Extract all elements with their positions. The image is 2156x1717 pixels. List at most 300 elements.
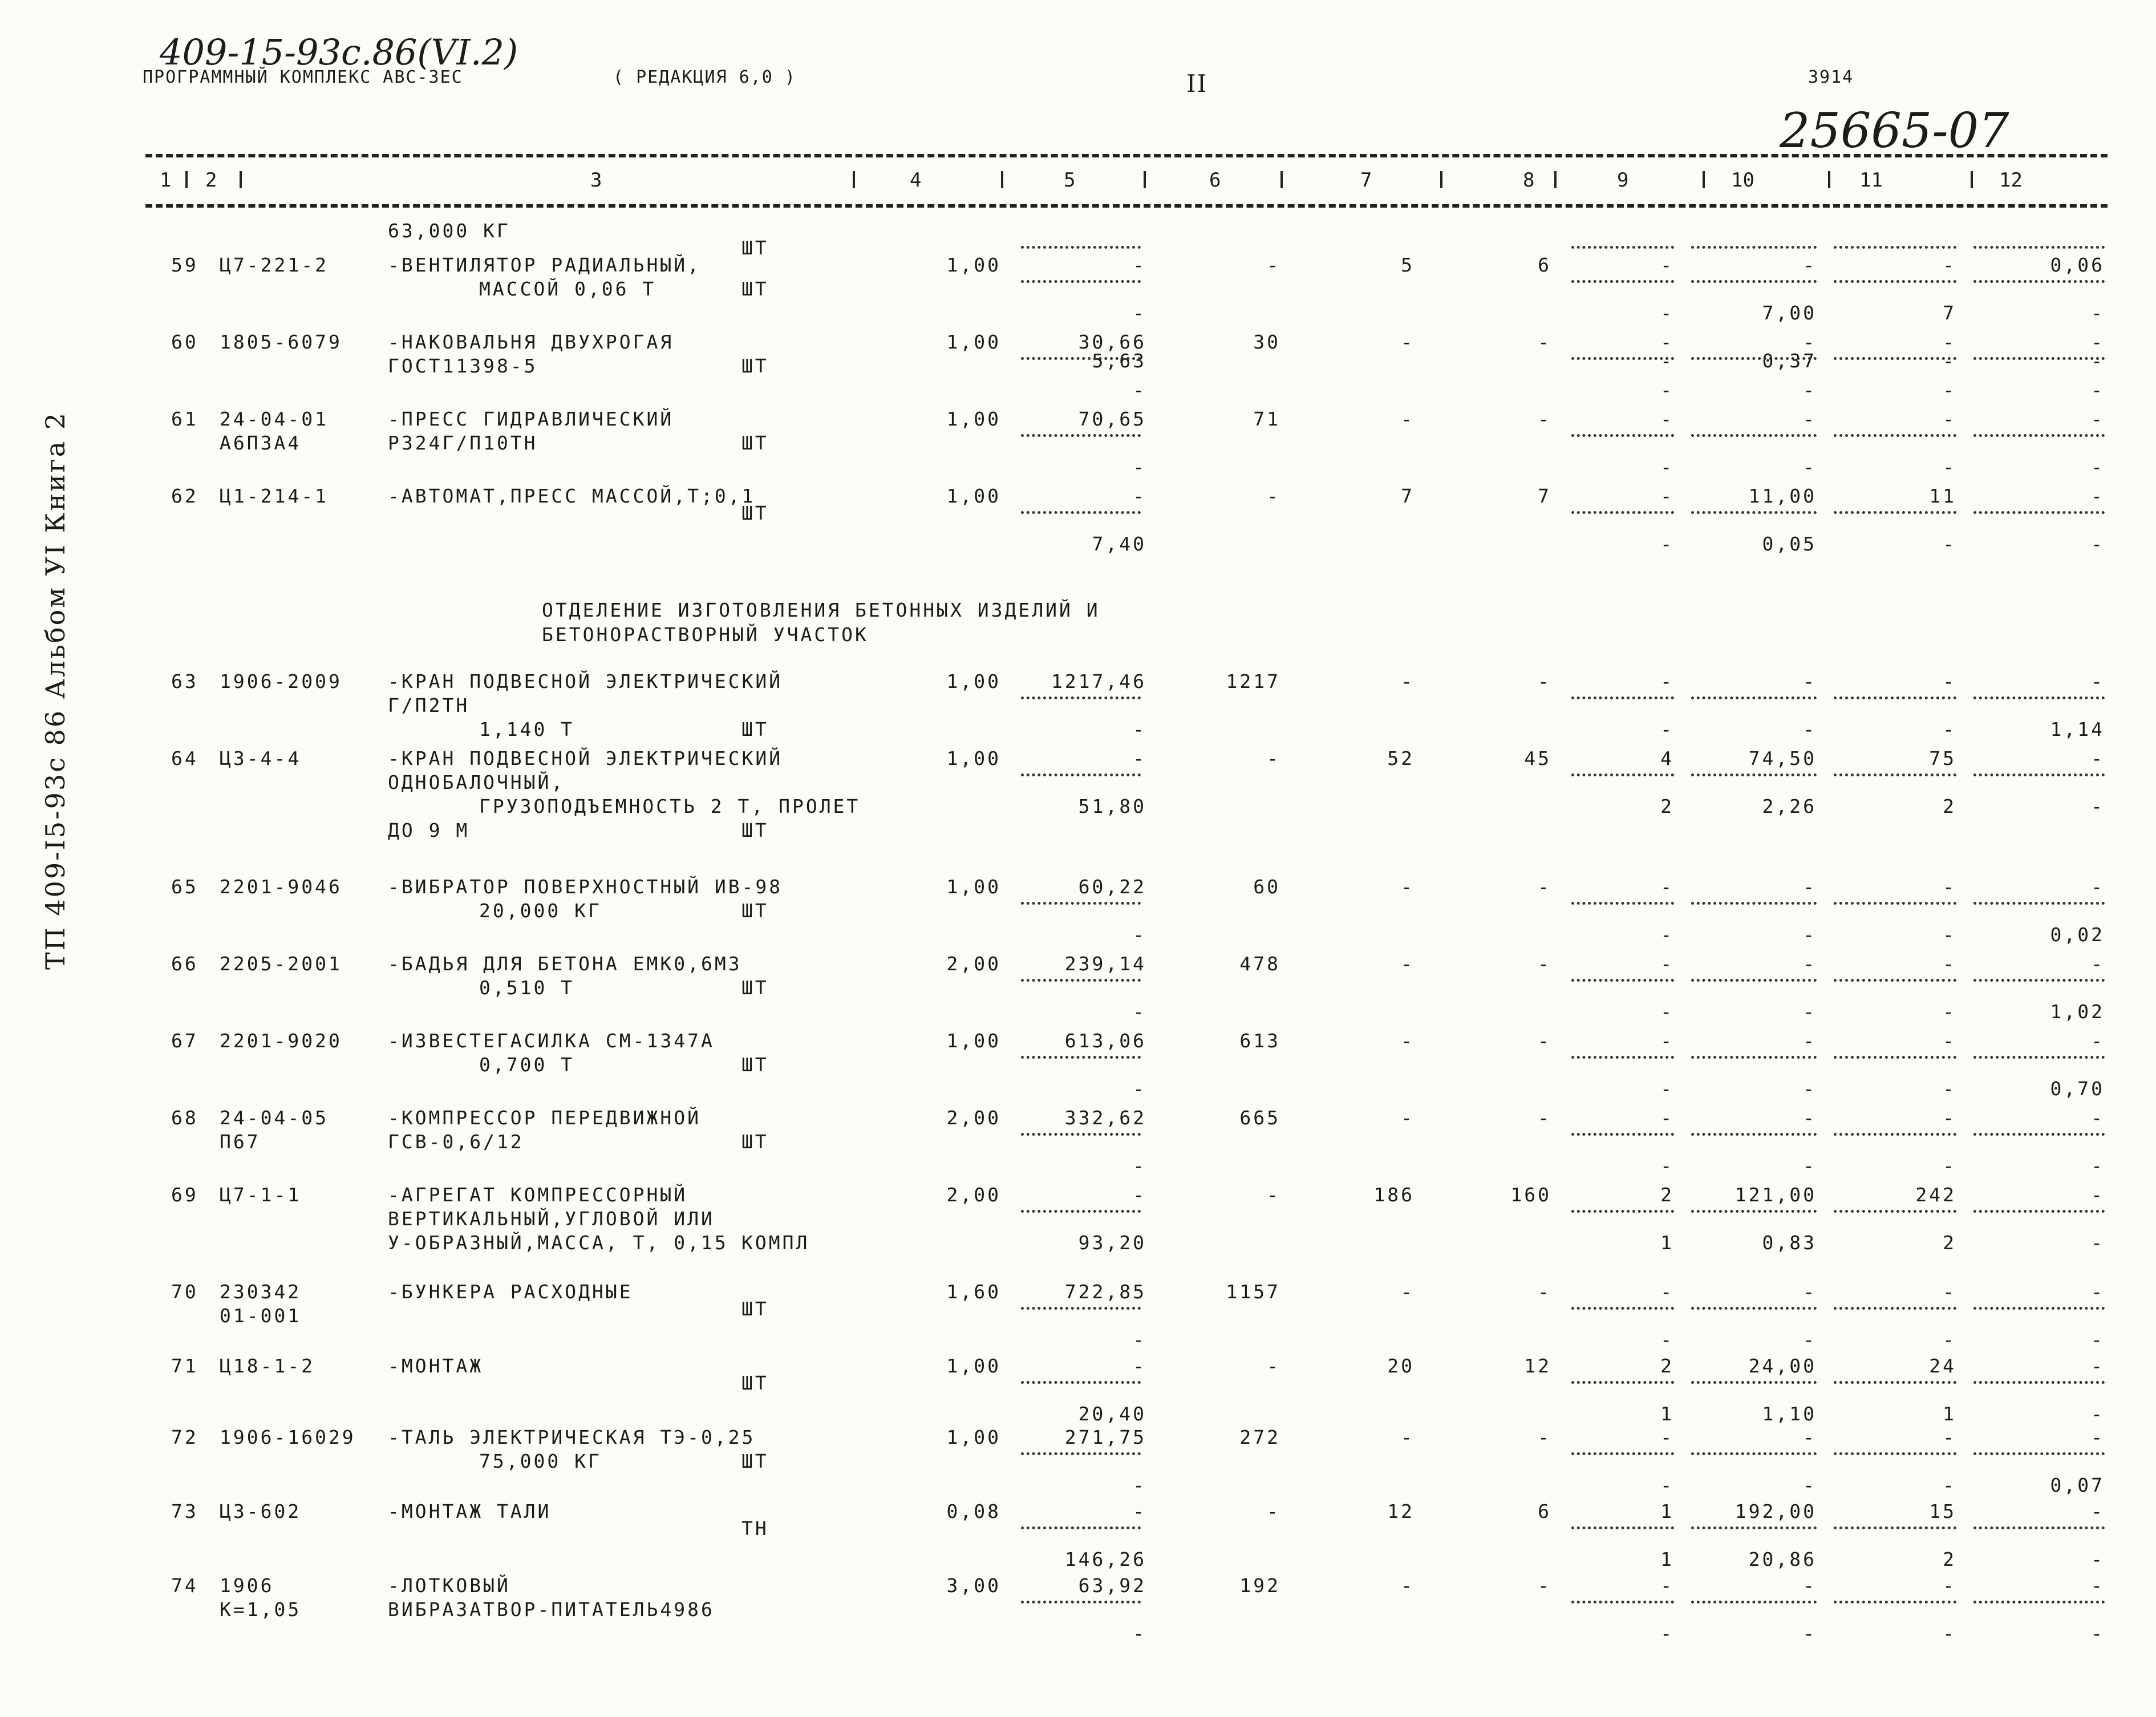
row-c12-value: - xyxy=(2091,379,2105,401)
row-unit: ШТ xyxy=(741,977,769,999)
row-unit: КОМПЛ xyxy=(741,1232,810,1254)
row-c10-value: - xyxy=(1803,379,1817,401)
dotted-separator xyxy=(1691,1133,1817,1136)
row-c9-value: - xyxy=(1660,1574,1674,1597)
row-col6-value: 272 xyxy=(1239,1426,1280,1448)
row-c11-value: - xyxy=(1943,1622,1956,1645)
row-unit: ШТ xyxy=(741,718,769,740)
row-code: 24-04-05 xyxy=(220,1107,329,1129)
row-c12-value: - xyxy=(2091,1403,2105,1425)
row-quantity: 1,00 xyxy=(946,408,1001,430)
row-col8-value: - xyxy=(1538,1030,1551,1052)
row-description: 63,000 КГ xyxy=(388,220,510,242)
dotted-separator xyxy=(1973,511,2105,514)
row-c11-value: 2 xyxy=(1943,795,1956,817)
row-number: 74 xyxy=(171,1574,198,1597)
row-col8-value: - xyxy=(1538,1574,1551,1597)
dotted-separator xyxy=(1021,511,1141,514)
row-quantity: 1,00 xyxy=(946,254,1001,276)
row-col5-value: 20,40 xyxy=(1078,1403,1146,1425)
row-unit: ШТ xyxy=(741,355,769,377)
row-description: МАССОЙ 0,06 Т xyxy=(479,278,656,300)
dotted-separator xyxy=(1571,902,1674,905)
row-code: 1805-6079 xyxy=(220,331,342,353)
row-c10-value: - xyxy=(1803,1574,1817,1597)
column-separator xyxy=(1703,171,1705,188)
row-code: 2201-9046 xyxy=(220,876,342,898)
dotted-separator xyxy=(1834,696,1956,699)
row-c12-value: - xyxy=(2091,1107,2105,1129)
column-number: 3 xyxy=(590,169,602,192)
row-c12-value: 0,07 xyxy=(2050,1474,2105,1496)
row-col5-value: 93,20 xyxy=(1078,1232,1146,1254)
row-code: Ц7-1-1 xyxy=(220,1184,302,1206)
dotted-separator xyxy=(1834,1307,1956,1310)
row-description: -БАДЬЯ ДЛЯ БЕТОНА ЕМК0,6М3 xyxy=(388,953,742,975)
row-c10-value: 20,86 xyxy=(1748,1548,1817,1570)
row-col5-value: 271,75 xyxy=(1064,1426,1146,1448)
row-number: 70 xyxy=(171,1281,198,1303)
row-c9-value: - xyxy=(1660,456,1674,478)
row-unit: ТН xyxy=(741,1517,769,1540)
row-c11-value: 24 xyxy=(1929,1355,1956,1377)
row-col6-value: - xyxy=(1267,1500,1280,1522)
dotted-separator xyxy=(1973,696,2105,699)
dotted-separator xyxy=(1571,511,1674,514)
row-c12-value: - xyxy=(2091,1329,2105,1351)
row-c11-value: 15 xyxy=(1929,1500,1956,1522)
row-description: -АГРЕГАТ КОМПРЕССОРНЫЙ xyxy=(388,1184,688,1206)
dotted-separator xyxy=(1571,774,1674,776)
row-col7-value: 7 xyxy=(1401,485,1415,507)
row-c12-value: - xyxy=(2091,302,2105,324)
row-col8-value: - xyxy=(1538,1426,1551,1448)
row-col6-value: 665 xyxy=(1239,1107,1280,1129)
row-col8-value: 12 xyxy=(1524,1355,1551,1377)
row-col8-value: 7 xyxy=(1538,485,1551,507)
row-col6-value: - xyxy=(1267,747,1280,770)
row-col5-value: 146,26 xyxy=(1064,1548,1146,1570)
row-c9-value: - xyxy=(1660,670,1674,693)
row-col7-value: 12 xyxy=(1387,1500,1415,1522)
row-col5-value: - xyxy=(1133,1155,1146,1177)
row-c12-value: - xyxy=(2091,747,2105,770)
row-c9-value: 1 xyxy=(1660,1548,1674,1570)
row-unit: ШТ xyxy=(741,502,769,524)
row-c9-value: - xyxy=(1660,924,1674,946)
row-unit: ШТ xyxy=(741,278,769,300)
row-c9-value: 4 xyxy=(1660,747,1674,770)
dotted-separator xyxy=(1691,1210,1817,1213)
sidebar-label: ТП 409-I5-93с 86 Альбом УI Книга 2 xyxy=(40,411,71,970)
row-c11-value: - xyxy=(1943,1474,1956,1496)
dotted-separator xyxy=(1973,357,2105,360)
row-c12-value: - xyxy=(2091,1574,2105,1597)
row-col5-value: - xyxy=(1133,379,1146,401)
row-unit: ШТ xyxy=(741,1372,769,1394)
row-col7-value: - xyxy=(1401,1426,1415,1448)
row-c11-value: - xyxy=(1943,1281,1956,1303)
column-number: 12 xyxy=(1999,169,2023,192)
row-c9-value: 2 xyxy=(1660,1184,1674,1206)
column-number: 10 xyxy=(1731,169,1754,192)
row-c11-value: - xyxy=(1943,1329,1956,1351)
row-c10-value: - xyxy=(1803,953,1817,975)
column-separator xyxy=(240,171,242,188)
row-c11-value: 1 xyxy=(1943,1403,1956,1425)
row-c11-value: - xyxy=(1943,924,1956,946)
dotted-separator xyxy=(1834,1133,1956,1136)
column-number: 7 xyxy=(1360,169,1372,192)
row-c9-value: - xyxy=(1660,350,1674,372)
dotted-separator xyxy=(1021,902,1141,905)
row-code: Ц18-1-2 xyxy=(220,1355,315,1377)
row-c9-value: 2 xyxy=(1660,1355,1674,1377)
dotted-separator xyxy=(1571,280,1674,283)
row-code: 24-04-01 xyxy=(220,408,329,430)
row-c10-value: - xyxy=(1803,1474,1817,1496)
row-col6-value: 71 xyxy=(1253,408,1280,430)
row-quantity: 1,00 xyxy=(946,1426,1001,1448)
column-separator xyxy=(1554,171,1557,188)
header-rule xyxy=(145,204,2108,208)
dotted-separator xyxy=(1834,1056,1956,1059)
top-rule xyxy=(145,154,2108,157)
row-code: 2205-2001 xyxy=(220,953,342,975)
row-col7-value: - xyxy=(1401,1030,1415,1052)
dotted-separator xyxy=(1021,1452,1141,1455)
row-col8-value: 6 xyxy=(1538,1500,1551,1522)
row-col6-value: 613 xyxy=(1239,1030,1280,1052)
row-description: -ПРЕСС ГИДРАВЛИЧЕСКИЙ xyxy=(388,408,674,430)
row-c12-value: - xyxy=(2091,456,2105,478)
column-separator xyxy=(1440,171,1442,188)
row-number: 66 xyxy=(171,953,198,975)
sheet-code: 3914 xyxy=(1808,67,1854,87)
row-c10-value: 0,83 xyxy=(1762,1232,1817,1254)
row-description: -ИЗВЕСТЕГАСИЛКА СМ-1347А xyxy=(388,1030,715,1052)
dotted-separator xyxy=(1834,434,1956,437)
row-col8-value: - xyxy=(1538,1281,1551,1303)
row-quantity: 2,00 xyxy=(946,1184,1001,1206)
dotted-separator xyxy=(1571,246,1674,249)
row-description: ВИБРАЗАТВОР-ПИТАТЕЛЬ4986 xyxy=(388,1598,715,1621)
row-description: ВЕРТИКАЛЬНЫЙ,УГЛОВОЙ ИЛИ xyxy=(388,1208,715,1230)
row-col5-value: - xyxy=(1133,718,1146,740)
row-c11-value: 7 xyxy=(1943,302,1956,324)
row-code: 230342 xyxy=(220,1281,302,1303)
row-col7-value: - xyxy=(1401,1574,1415,1597)
row-c9-value: - xyxy=(1660,1078,1674,1100)
row-c11-value: - xyxy=(1943,1426,1956,1448)
row-c12-value: - xyxy=(2091,408,2105,430)
dotted-separator xyxy=(1834,1526,1956,1529)
row-c11-value: - xyxy=(1943,670,1956,693)
row-col8-value: 45 xyxy=(1524,747,1551,770)
row-c9-value: - xyxy=(1660,1281,1674,1303)
row-c9-value: - xyxy=(1660,1426,1674,1448)
row-c9-value: 2 xyxy=(1660,795,1674,817)
row-col8-value: 6 xyxy=(1538,254,1551,276)
row-quantity: 1,00 xyxy=(946,1355,1001,1377)
row-col5-value: 1217,46 xyxy=(1051,670,1146,693)
row-col7-value: - xyxy=(1401,670,1415,693)
row-quantity: 1,00 xyxy=(946,1030,1001,1052)
dotted-separator xyxy=(1834,246,1956,249)
row-description: -ЛОТКОВЫЙ xyxy=(388,1574,510,1597)
row-col6-value: 30 xyxy=(1253,331,1280,353)
dotted-separator xyxy=(1973,1601,2105,1603)
dotted-separator xyxy=(1834,1381,1956,1384)
dotted-separator xyxy=(1973,1452,2105,1455)
dotted-separator xyxy=(1571,1133,1674,1136)
row-c11-value: - xyxy=(1943,533,1956,555)
row-quantity: 2,00 xyxy=(946,1107,1001,1129)
row-c9-value: - xyxy=(1660,1155,1674,1177)
row-c12-value: - xyxy=(2091,485,2105,507)
row-col5-value: - xyxy=(1133,1001,1146,1023)
dotted-separator xyxy=(1973,902,2105,905)
dotted-separator xyxy=(1691,696,1817,699)
row-col5-value: 239,14 xyxy=(1064,953,1146,975)
row-col5-value: 30,66 xyxy=(1078,331,1146,353)
column-separator xyxy=(185,171,188,188)
row-c9-value: - xyxy=(1660,1030,1674,1052)
row-c12-value: - xyxy=(2091,331,2105,353)
row-c10-value: - xyxy=(1803,1281,1817,1303)
row-quantity: 1,60 xyxy=(946,1281,1001,1303)
row-number: 69 xyxy=(171,1184,198,1206)
row-unit: ШТ xyxy=(741,1450,769,1472)
column-separator xyxy=(1971,171,1973,188)
row-c10-value: - xyxy=(1803,924,1817,946)
row-col6-value: - xyxy=(1267,1355,1280,1377)
row-col6-value: 478 xyxy=(1239,953,1280,975)
row-c12-value: - xyxy=(2091,876,2105,898)
row-number: 61 xyxy=(171,408,198,430)
row-c11-value: - xyxy=(1943,1078,1956,1100)
dotted-separator xyxy=(1691,1526,1817,1529)
row-col7-value: 186 xyxy=(1373,1184,1415,1206)
row-c11-value: 2 xyxy=(1943,1232,1956,1254)
row-c12-value: - xyxy=(2091,1500,2105,1522)
row-c9-value: - xyxy=(1660,408,1674,430)
dotted-separator xyxy=(1691,511,1817,514)
row-quantity: 1,00 xyxy=(946,485,1001,507)
dotted-separator xyxy=(1571,1452,1674,1455)
row-col8-value: - xyxy=(1538,953,1551,975)
column-separator xyxy=(853,171,855,188)
row-c12-value: - xyxy=(2091,1622,2105,1645)
row-col6-value: 60 xyxy=(1253,876,1280,898)
row-c11-value: - xyxy=(1943,718,1956,740)
row-c12-value: - xyxy=(2091,1232,2105,1254)
row-code: К=1,05 xyxy=(220,1598,302,1621)
row-col5-value: 332,62 xyxy=(1064,1107,1146,1129)
row-c9-value: - xyxy=(1660,1107,1674,1129)
page-number: II xyxy=(1186,70,1208,98)
row-description: 75,000 КГ xyxy=(479,1450,602,1472)
dotted-separator xyxy=(1021,357,1141,360)
row-col5-value: - xyxy=(1133,1184,1146,1206)
row-col7-value: - xyxy=(1401,1281,1415,1303)
row-col8-value: - xyxy=(1538,1107,1551,1129)
row-c9-value: - xyxy=(1660,331,1674,353)
dotted-separator xyxy=(1973,979,2105,982)
row-unit: ШТ xyxy=(741,819,769,841)
row-c12-value: - xyxy=(2091,953,2105,975)
dotted-separator xyxy=(1691,246,1817,249)
row-col5-value: 70,65 xyxy=(1078,408,1146,430)
row-c11-value: 2 xyxy=(1943,1548,1956,1570)
row-number: 63 xyxy=(171,670,198,693)
dotted-separator xyxy=(1834,1601,1956,1603)
row-description: 0,700 Т xyxy=(479,1054,575,1076)
column-number: 2 xyxy=(205,169,217,192)
row-c9-value: - xyxy=(1660,953,1674,975)
edition-label: ( РЕДАКЦИЯ 6,0 ) xyxy=(613,67,796,87)
dotted-separator xyxy=(1973,1210,2105,1213)
row-c12-value: - xyxy=(2091,1426,2105,1448)
row-code: П67 xyxy=(220,1131,261,1153)
row-col5-value: - xyxy=(1133,1622,1146,1645)
dotted-separator xyxy=(1691,357,1817,360)
column-number: 8 xyxy=(1523,169,1535,192)
row-description: -ТАЛЬ ЭЛЕКТРИЧЕСКАЯ ТЭ-0,25 xyxy=(388,1426,756,1448)
dotted-separator xyxy=(1571,979,1674,982)
column-number: 5 xyxy=(1064,169,1076,192)
row-number: 72 xyxy=(171,1426,198,1448)
row-c12-value: 0,70 xyxy=(2050,1078,2105,1100)
section-heading-line-1: ОТДЕЛЕНИЕ ИЗГОТОВЛЕНИЯ БЕТОННЫХ ИЗДЕЛИЙ И xyxy=(542,599,1100,621)
row-col5-value: - xyxy=(1133,1355,1146,1377)
row-c9-value: - xyxy=(1660,254,1674,276)
row-c11-value: 11 xyxy=(1929,485,1956,507)
dotted-separator xyxy=(1571,1056,1674,1059)
row-description: ОДНОБАЛОЧНЫЙ, xyxy=(388,771,565,793)
row-col5-value: - xyxy=(1133,1500,1146,1522)
dotted-separator xyxy=(1834,280,1956,283)
row-description: 1,140 Т xyxy=(479,718,575,740)
dotted-separator xyxy=(1691,774,1817,776)
row-col6-value: 192 xyxy=(1239,1574,1280,1597)
dotted-separator xyxy=(1571,1526,1674,1529)
dotted-separator xyxy=(1973,1133,2105,1136)
dotted-separator xyxy=(1571,1210,1674,1213)
row-code: Ц3-4-4 xyxy=(220,747,302,770)
row-c10-value: - xyxy=(1803,408,1817,430)
row-col5-value: - xyxy=(1133,485,1146,507)
dotted-separator xyxy=(1691,1381,1817,1384)
column-separator xyxy=(1144,171,1146,188)
row-c10-value: - xyxy=(1803,456,1817,478)
row-code: 1906-16029 xyxy=(220,1426,356,1448)
column-number: 1 xyxy=(160,169,172,192)
row-description: -АВТОМАТ,ПРЕСС МАССОЙ,Т;0,1 xyxy=(388,485,756,507)
row-number: 59 xyxy=(171,254,198,276)
row-c11-value: - xyxy=(1943,456,1956,478)
column-separator xyxy=(1280,171,1283,188)
row-quantity: 1,00 xyxy=(946,670,1001,693)
row-col8-value: - xyxy=(1538,331,1551,353)
row-c10-value: - xyxy=(1803,718,1817,740)
row-c12-value: 1,02 xyxy=(2050,1001,2105,1023)
row-col5-value: - xyxy=(1133,302,1146,324)
row-c12-value: - xyxy=(2091,533,2105,555)
handwritten-doc-code: 409-15-93с.86(VI.2) xyxy=(160,31,518,73)
row-quantity: 2,00 xyxy=(946,953,1001,975)
dotted-separator xyxy=(1834,511,1956,514)
row-code: Ц1-214-1 xyxy=(220,485,329,507)
row-code: 01-001 xyxy=(220,1305,302,1327)
row-c11-value: - xyxy=(1943,408,1956,430)
row-number: 67 xyxy=(171,1030,198,1052)
row-c12-value: - xyxy=(2091,795,2105,817)
row-col5-value: 613,06 xyxy=(1064,1030,1146,1052)
row-c11-value: 242 xyxy=(1915,1184,1956,1206)
row-c10-value: - xyxy=(1803,1030,1817,1052)
row-col7-value: - xyxy=(1401,953,1415,975)
row-col8-value: - xyxy=(1538,408,1551,430)
dotted-separator xyxy=(1691,280,1817,283)
column-number: 4 xyxy=(910,169,922,192)
dotted-separator xyxy=(1973,280,2105,283)
row-c10-value: - xyxy=(1803,1001,1817,1023)
dotted-separator xyxy=(1691,979,1817,982)
section-heading-line-2: БЕТОНОРАСТВОРНЫЙ УЧАСТОК xyxy=(542,623,869,646)
row-c10-value: - xyxy=(1803,1426,1817,1448)
row-number: 62 xyxy=(171,485,198,507)
row-col5-value: - xyxy=(1133,1329,1146,1351)
dotted-separator xyxy=(1973,1307,2105,1310)
row-col5-value: - xyxy=(1133,1078,1146,1100)
dotted-separator xyxy=(1834,902,1956,905)
row-c11-value: - xyxy=(1943,1030,1956,1052)
row-c12-value: - xyxy=(2091,1355,2105,1377)
row-c12-value: - xyxy=(2091,350,2105,372)
row-c10-value: - xyxy=(1803,1107,1817,1129)
row-c9-value: - xyxy=(1660,533,1674,555)
row-description: -КРАН ПОДВЕСНОЙ ЭЛЕКТРИЧЕСКИЙ xyxy=(388,670,783,693)
row-c11-value: - xyxy=(1943,1107,1956,1129)
row-col5-value: 722,85 xyxy=(1064,1281,1146,1303)
row-description: Р324Г/П10ТН xyxy=(388,432,538,454)
row-c11-value: - xyxy=(1943,876,1956,898)
row-c9-value: 1 xyxy=(1660,1500,1674,1522)
row-c9-value: - xyxy=(1660,1474,1674,1496)
row-col5-value: 63,92 xyxy=(1078,1574,1146,1597)
row-c10-value: - xyxy=(1803,254,1817,276)
row-col8-value: - xyxy=(1538,876,1551,898)
row-quantity: 3,00 xyxy=(946,1574,1001,1597)
dotted-separator xyxy=(1973,1056,2105,1059)
row-number: 60 xyxy=(171,331,198,353)
row-col7-value: - xyxy=(1401,876,1415,898)
dotted-separator xyxy=(1021,1056,1141,1059)
dotted-separator xyxy=(1021,280,1141,283)
row-code: 1906-2009 xyxy=(220,670,342,693)
dotted-separator xyxy=(1021,1133,1141,1136)
row-col7-value: - xyxy=(1401,1107,1415,1129)
row-col8-value: 160 xyxy=(1510,1184,1551,1206)
row-col5-value: - xyxy=(1133,254,1146,276)
dotted-separator xyxy=(1571,1307,1674,1310)
row-c10-value: 7,00 xyxy=(1762,302,1817,324)
row-code: Ц3-602 xyxy=(220,1500,302,1522)
row-number: 73 xyxy=(171,1500,198,1522)
dotted-separator xyxy=(1021,774,1141,776)
row-description: -КОМПРЕССОР ПЕРЕДВИЖНОЙ xyxy=(388,1107,701,1129)
